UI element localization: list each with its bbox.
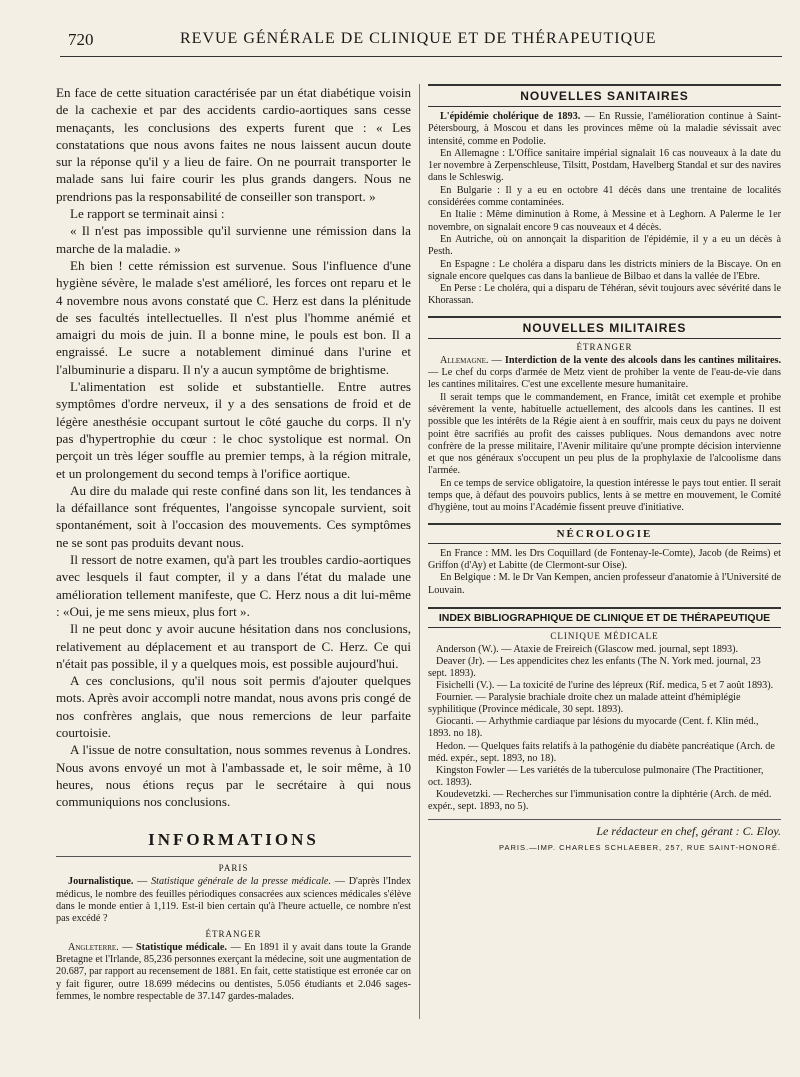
necrologie-section (428, 523, 781, 597)
sanitaires-paragraph: En Italie : Même diminution à Rome, à Messine et à Leghorn. A Palerme le 1er novembre, on signalait encore 9 cas nouveaux et 4 décès. (428, 209, 781, 233)
index-entry: Hedon. — Quelques faits relatifs à la pathogénie du diabète pancréatique (Arch. de méd. expér., sept. 1893, no 18). (428, 740, 775, 764)
angleterre-paragraph (56, 942, 411, 1003)
journalistique-subtitle: Statistique générale de la presse médicale. (151, 876, 331, 888)
article-paragraph: A ces conclusions, qu'il nous soit permis d'ajouter quelques mots. Après avoir accompli notre mandat, nous avons pris congé de nos confrères anglais, que nous remercions de leur parfaite courtoisie. (56, 673, 411, 740)
informations-section (56, 830, 411, 1003)
article-paragraph: Il ressort de notre examen, qu'à part les troubles cardio-aortiques avec lesquels il faut compter, il y a dans l'état du malade une amélioration tellement manifeste, que C. Herz nous a dit lui-même : «Oui, je me sens mieux, plus fort ». (56, 552, 411, 619)
running-title: REVUE GÉNÉRALE DE CLINIQUE ET DE THÉRAPEUTIQUE (180, 30, 657, 47)
militaires-section (428, 316, 781, 515)
militaires-subhead: ÉTRANGER (576, 341, 633, 352)
printer-imprint: PARIS.—IMP. CHARLES SCHLAEBER, 257, RUE SAINT-HONORÉ. (499, 843, 781, 853)
necrologie-paragraph: En Belgique : M. le Dr Van Kempen, ancien professeur d'anatomie à l'Université de Louvain. (428, 572, 781, 596)
dash: — (133, 876, 152, 888)
index-entry: Fisichelli (V.). — La toxicité de l'urine des lépreux (Rif. medica, 5 et 7 août 1893). (436, 680, 774, 692)
angleterre-text: — En 1891 il y avait dans toute la Grande Bretagne et l'Irlande, 85,236 personnes exerçant la médecine, soit une augmentation de 20.687, par rapport au recensement de 1881. En fait, cette statistique est erronée car on y fait figurer, outre 18.699 médecins ou dentistes, 5.056 étudiants et 2.046 sages-femmes, le nombre respectable de 37.147 gardes-malades. (56, 941, 412, 1002)
article-paragraph: Le rapport se terminait ainsi : (70, 206, 225, 222)
sanitaires-paragraph: En Bulgarie : Il y a eu en octobre 41 décès dans une trentaine de localités considérées comme contaminées. (428, 184, 781, 209)
article-paragraph: En face de cette situation caractérisée par un état diabétique voisin de la cachexie et par des accidents cardio-aortiques sans cesse menaçants, les conclusions des experts furent que : « Les constatations que nous avons faites ne nous laissent aucun doute sur la réponse qu'il y a lieu de faire. On ne pourrait transporter le malade sans lui faire courir les plus grands dangers. Nous ne prendrions pas la responsabilité de conseiller son transport. » (56, 85, 411, 204)
sanitaires-paragraph: En Espagne : Le choléra a disparu dans les districts miniers de la Biscaye. On en signale encore quelques cas dans la banlieue de Bilbao et dans la vallée de l'Ebre. (428, 258, 781, 282)
sanitaires-section (428, 84, 781, 308)
necrologie-paragraph: En France : MM. les Drs Coquillard (de Fontenay-le-Comte), Jacob (de Reims) et Griffon (d'Ay) et Labitte (de Clermont-sur Oise). (428, 547, 781, 571)
necrologie-title: NÉCROLOGIE (428, 523, 781, 544)
militaires-title: NOUVELLES MILITAIRES (428, 316, 781, 339)
article-paragraph: Au dire du malade qui reste confiné dans son lit, les tendances à la défaillance sont fréquentes, l'angoisse syncopale survient, soit spontanément, soit à l'occasion des mouvements. Ces symptômes ne se sont pas produits devant nous. (56, 482, 411, 550)
angleterre-lead: Angleterre. (68, 941, 119, 953)
page-number: 720 (68, 30, 94, 49)
militaires-lead: Allemagne. (440, 354, 489, 366)
militaires-paragraph: En ce temps de service obligatoire, la question intéresse le pays tout entier. Il serait temps que, à défaut des pouvoirs publics, lents à se mettre en mouvement, le Comité d'hygiène, tout au moins l'Académie fissent preuve d'initiative. (428, 477, 781, 514)
sanitaires-paragraph (428, 111, 781, 148)
angleterre-block (56, 942, 411, 1003)
index-subhead: CLINIQUE MÉDICALE (550, 630, 659, 641)
necrologie-body (428, 548, 781, 597)
angleterre-subtitle: Statistique médicale. (135, 941, 227, 953)
sanitaires-lead: L'épidémie cholérique de 1893. (440, 111, 581, 122)
sanitaires-body (428, 111, 781, 308)
sanitaires-title: NOUVELLES SANITAIRES (428, 84, 781, 107)
column-divider (419, 84, 420, 1019)
article-paragraph: A l'issue de notre consultation, nous sommes revenus à Londres. Nous avons envoyé un mot à l'ambassade et, le soir même, à 10 heures, nous étions reçus par le secrétaire à qui nous communiquions nos conclusions. (56, 742, 411, 810)
militaires-body (428, 355, 781, 515)
index-entries (428, 644, 781, 813)
article-body (56, 84, 411, 810)
sanitaires-text: — En Russie, l'amélioration continue à Saint-Pétersbourg, à Moscou et dans les provinces même où la maladie sévissait avec intensité, comme en Podolie. (428, 111, 782, 147)
index-entry: Koudevetzki. — Recherches sur l'immunisation contre la diphtérie (Arch. de méd. expér., sept. 1893, no 5). (428, 788, 772, 813)
index-entry: Anderson (W.). — Ataxie de Freireich (Glascow med. journal, sept 1893). (436, 643, 739, 655)
dash: — (118, 941, 136, 953)
informations-title: INFORMATIONS (148, 830, 319, 850)
journalistique-lead: Journalistique. (68, 876, 134, 888)
article-paragraph: L'alimentation est solide et substantielle. Entre autres symptômes d'ordre nerveux, il y a des sensations de froid et de légère anesthésie occupant surtout le côté gauche du corps. Il n'y pas d'hypertrophie du cœur : le choc systolique est normal. On perçoit un très léger souffle au premier temps, à la région mitrale, et un prolongement du second temps à l'orifice aortique. (56, 379, 411, 481)
index-entry: Giocanti. — Arhythmie cardiaque par lésions du myocarde (Cent. f. Klin méd., 1893. no 18). (428, 716, 759, 740)
index-title: INDEX BIBLIOGRAPHIQUE DE CLINIQUE ET DE THÉRAPEUTIQUE (428, 607, 781, 628)
etranger-subhead: ÉTRANGER (205, 928, 262, 939)
militaires-paragraph: Allemagne. — Interdiction de la vente des alcools dans les cantines militaires. — Le chef du corps d'armée de Metz vient de prohiber la vente de l'eau-de-vie dans les cantines militaires. C'est une excellente mesure humanitaire. (428, 354, 782, 391)
sanitaires-paragraph: En Allemagne : L'Office sanitaire impérial signalait 16 cas nouveaux à la date du 1er novembre à Zerpenschleuse, Tilsitt, Postdam, Havelberg Standal et sur des navires dans le Schleswig. (428, 147, 781, 184)
section-rule (56, 856, 411, 857)
paris-subhead: PARIS (218, 863, 249, 874)
right-column (428, 84, 781, 852)
index-entry: Deaver (Jr). — Les appendicites chez les enfants (The N. York med. journal, 23 sept. 1893). (428, 655, 761, 679)
sanitaires-paragraph: En Perse : Le choléra, qui a disparu de Téhéran, sévit toujours avec sévérité dans le Khorassan. (428, 283, 781, 307)
editor-signature: Le rédacteur en chef, gérant : C. Eloy. (428, 819, 781, 839)
journalistique-paragraph (56, 876, 411, 925)
header-rule (60, 56, 782, 57)
index-section (428, 607, 781, 813)
left-column (56, 84, 411, 1003)
militaires-subtitle: Interdiction de la vente des alcools dans les cantines militaires. (504, 354, 782, 366)
journalistique-block (56, 876, 411, 925)
sanitaires-paragraph: En Autriche, où on annonçait la disparition de l'épidémie, il y a eu un décès à Pesth. (428, 233, 781, 258)
index-entry: Fournier. — Paralysie brachiale droite chez un malade atteint d'hémiplégie syphilitique (Province médicale, 30 sept. 1893). (428, 692, 741, 716)
article-paragraph: Il ne peut donc y avoir aucune hésitation dans nos conclusions, relativement au déplacement et au transport de C. Herz. Ce qui n'était pas possible, il y a quelques mois, est possible aujourd'hui. (56, 621, 411, 671)
page-header (60, 28, 780, 54)
militaires-paragraph: Il serait temps que le commandement, en France, imitât cet exemple et prohibe sévèrement la vente, habituelle actuellement, des alcools dans les cantines. Il est possible que les intérêts de la Régie aient à en souffrir, mais ceux du pays ne doivent point être sacrifiés au profit des caisses publiques. Nous demandons avec notre confrère de la presse militaire, l'Avenir militaire qu'une prompte décision intervienne et que nos généraux s'occupent un peu plus de la prophylaxie de l'alcoolisme dans l'armée. (428, 391, 781, 477)
index-entry: Kingston Fowler — Les variétés de la tuberculose pulmonaire (The Practitioner, oct. 1893). (428, 764, 764, 788)
militaires-text: — Le chef du corps d'armée de Metz vient de prohiber la vente de l'eau-de-vie dans les cantines militaires. C'est une excellente mesure humanitaire. (428, 367, 781, 391)
journalistique-text: — D'après l'Index médicus, le nombre des feuilles périodiques consacrées aux sciences médicales s'élève dans le monde entier à 1,119. Est-il bien certain qu'à l'heure actuelle, ce nombre n'est pas excédé ? (56, 876, 411, 925)
article-paragraph: « Il n'est pas impossible qu'il survienne une rémission dans la marche de la maladie. » (56, 223, 411, 256)
article-paragraph: Eh bien ! cette rémission est survenue. Sous l'influence d'une hygiène sévère, le malade s'est amélioré, les forces ont reparu et le 4 novembre nous avons constaté que C. Herz est dans la plénitude de ses facultés intellectuelles. Il n'est plus l'homme anémié et amaigri du mois de juin. Il a bonne mine, le pouls est bon. Il a engraissé. Le sucre a notablement diminué dans l'urine et l'albuminurie a disparu. Il n'y a aucun symptôme de brightisme. (56, 257, 411, 377)
